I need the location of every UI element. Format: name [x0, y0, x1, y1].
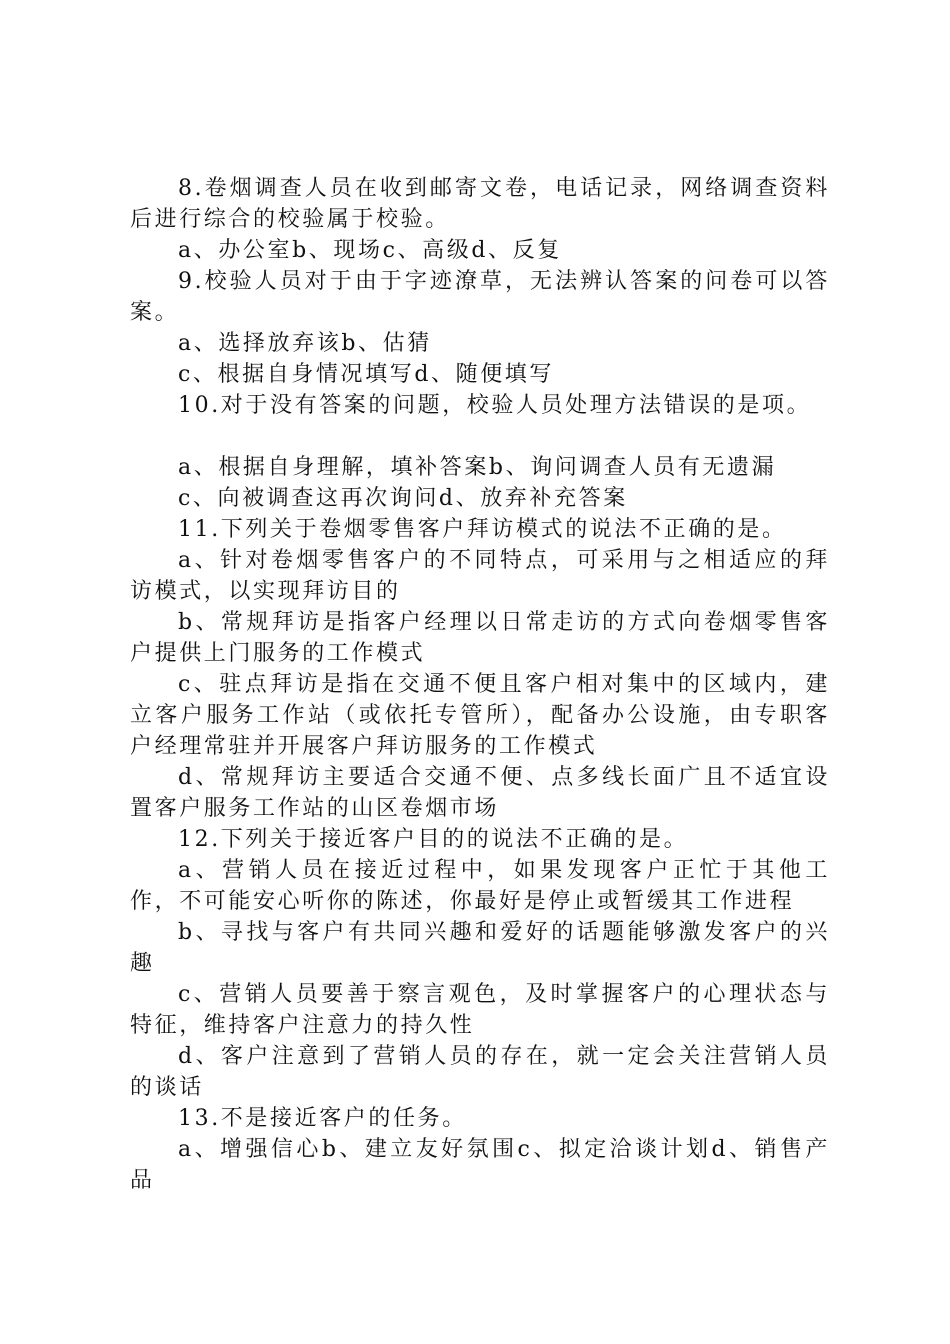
question-11-option-a: a、针对卷烟零售客户的不同特点，可采用与之相适应的拜访模式，以实现拜访目的 [130, 548, 830, 604]
question-12-option-c: c、营销人员要善于察言观色，及时掌握客户的心理状态与特征，维持客户注意力的持久性 [130, 982, 830, 1038]
question-11-option-d: d、常规拜访主要适合交通不便、点多线长面广且不适宜设置客户服务工作站的山区卷烟市场 [130, 765, 830, 821]
question-12-option-d: d、客户注意到了营销人员的存在，就一定会关注营销人员的谈话 [130, 1044, 830, 1100]
question-12-option-a: a、营销人员在接近过程中，如果发现客户正忙于其他工作，不可能安心听你的陈述，你最好是停止或暂缓其工作进程 [130, 858, 830, 914]
question-9-options-cd: c、根据自身情况填写d、随便填写 [178, 362, 555, 387]
document-body [130, 173, 830, 1196]
question-12-option-b: b、寻找与客户有共同兴趣和爱好的话题能够激发客户的兴趣 [130, 920, 830, 976]
question-13-options: a、增强信心b、建立友好氛围c、拟定洽谈计划d、销售产品 [130, 1137, 830, 1193]
question-8-options: a、办公室b、现场c、高级d、反复 [178, 238, 562, 263]
question-9-options-ab: a、选择放弃该b、估猜 [178, 331, 432, 356]
question-11-option-c: c、驻点拜访是指在交通不便且客户相对集中的区域内，建立客户服务工作站（或依托专管所），配备办公设施，由专职客户经理常驻并开展客户拜访服务的工作模式 [130, 672, 830, 759]
question-11-option-b: b、常规拜访是指客户经理以日常走访的方式向卷烟零售客户提供上门服务的工作模式 [130, 610, 830, 666]
question-13-stem: 13.不是接近客户的任务。 [178, 1106, 467, 1131]
question-8-stem: 8.卷烟调查人员在收到邮寄文卷，电话记录，网络调查资料后进行综合的校验属于校验。 [130, 176, 830, 232]
question-12-stem: 12.下列关于接近客户目的的说法不正确的是。 [178, 827, 689, 852]
question-10-stem: 10.对于没有答案的问题，校验人员处理方法错误的是项。 [178, 393, 812, 418]
question-9-stem: 9.校验人员对于由于字迹潦草，无法辨认答案的问卷可以答案。 [130, 269, 830, 325]
question-10-options-cd: c、向被调查这再次询问d、放弃补充答案 [178, 486, 628, 511]
question-10-options-ab: a、根据自身理解，填补答案b、询问调查人员有无遗漏 [178, 455, 777, 480]
question-11-stem: 11.下列关于卷烟零售客户拜访模式的说法不正确的是。 [178, 517, 787, 542]
